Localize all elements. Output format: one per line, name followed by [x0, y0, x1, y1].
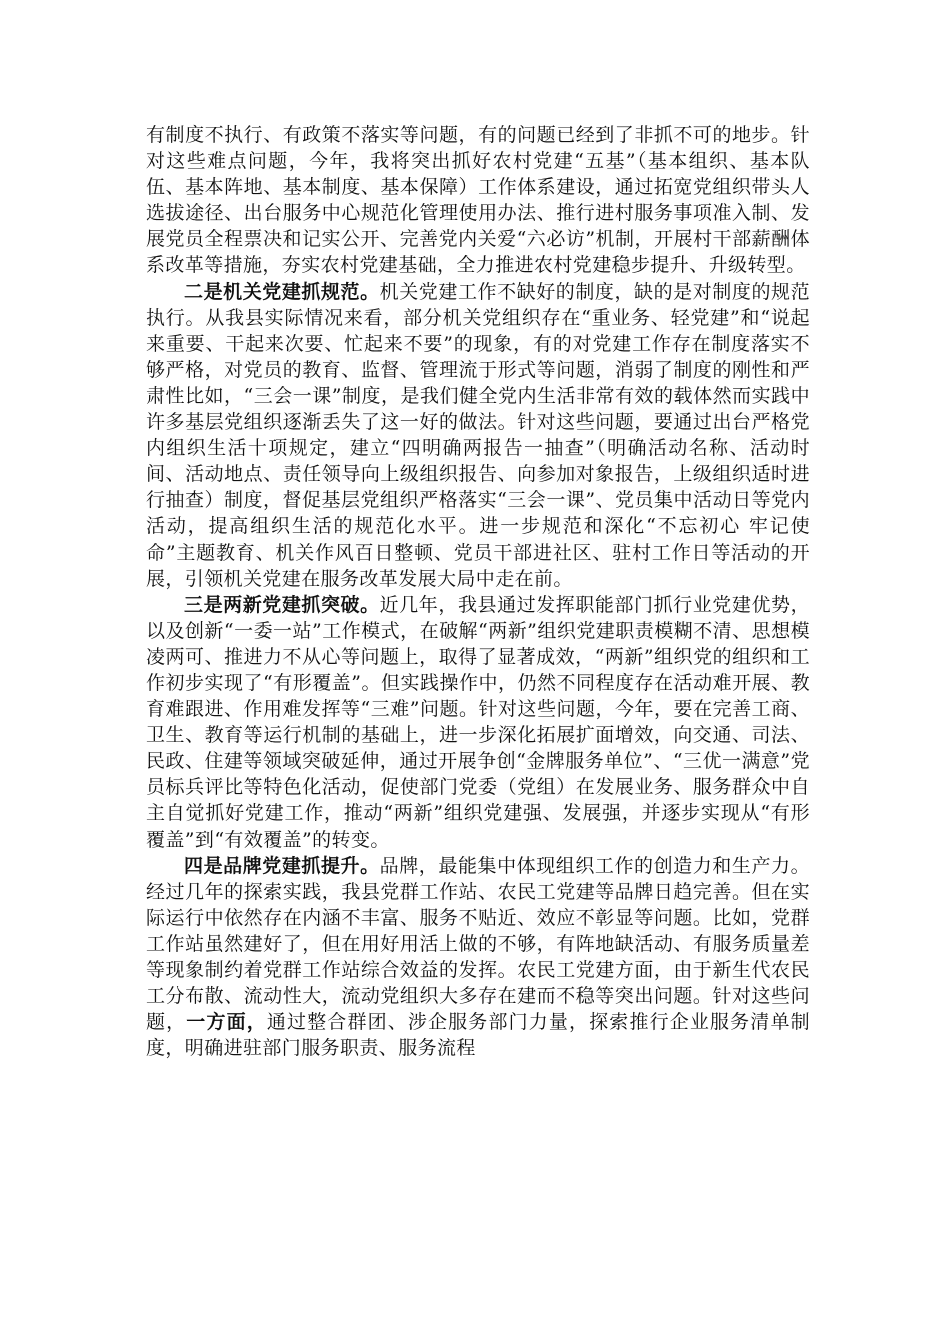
- paragraph-text-continued: 通过整合群团、涉企服务部门力量，探索推行企业服务清单制度，明确进驻部门服务职责、服务流程: [146, 1011, 810, 1060]
- paragraph-heading: 四是品牌党建抓提升。: [184, 854, 380, 877]
- paragraph-text: 近几年，我县通过发挥职能部门抓行业党建优势，以及创新“一委一站”工作模式，在破解“两新”组织党建职责模糊不清、思想模凌两可、推进力不从心等问题上，取得了显著成效，“两新”组织党的组织和工作初步实现了“有形覆盖”。但实践操作中，仍然不同程度存在活动难开展、教育难跟进、作用难发挥等“三难”问题。针对这些问题，今年，要在完善工商、卫生、教育等运行机制的基础上，进一步深化拓展扩面增效，向交通、司法、民政、住建等领域突破延伸，通过开展争创“金牌服务单位”、“三优一满意”党员标兵评比等特色化活动，促使部门党委（党组）在发展业务、服务群众中自主自觉抓好党建工作，推动“两新”组织党建强、发展强，并逐步实现从“有形覆盖”到“有效覆盖”的转变。: [146, 593, 810, 851]
- document-body: [146, 122, 810, 1061]
- paragraph-text: 有制度不执行、有政策不落实等问题，有的问题已经到了非抓不可的地步。针对这些难点问题，今年，我将突出抓好农村党建“五基”（基本组织、基本队伍、基本阵地、基本制度、基本保障）工作体系建设，通过拓宽党组织带头人选拔途径、出台服务中心规范化管理使用办法、推行进村服务事项准入制、发展党员全程票决和记实公开、完善党内关爱“六必访”机制，开展村干部薪酬体系改革等措施，夯实农村党建基础，全力推进农村党建稳步提升、升级转型。: [146, 124, 810, 277]
- paragraph-organ-party-building: [146, 279, 810, 592]
- paragraph-emphasis: 一方面，: [186, 1011, 267, 1034]
- paragraph-heading: 二是机关党建抓规范。: [184, 280, 380, 303]
- paragraph-two-new-party-building: [146, 592, 810, 853]
- paragraph-brand-party-building: [146, 853, 810, 1062]
- paragraph-text: 机关党建工作不缺好的制度，缺的是对制度的规范执行。从我县实际情况来看，部分机关党组织存在“重业务、轻党建”和“说起来重要、干起来次要、忙起来不要”的现象，有的对党建工作存在制度落实不够严格，对党员的教育、监督、管理流于形式等问题，消弱了制度的刚性和严肃性比如，“三会一课”制度，是我们健全党内生活非常有效的载体然而实践中许多基层党组织逐渐丢失了这一好的做法。针对这些问题，要通过出台严格党内组织生活十项规定，建立“四明确两报告一抽查”（明确活动名称、活动时间、活动地点、责任领导向上级组织报告、向参加对象报告，上级组织适时进行抽查）制度，督促基层党组织严格落实“三会一课”、党员集中活动日等党内活动，提高组织生活的规范化水平。进一步规范和深化“不忘初心 牢记使命”主题教育、机关作风百日整顿、党员干部进社区、驻村工作日等活动的开展，引领机关党建在服务改革发展大局中走在前。: [146, 280, 810, 590]
- paragraph-rural-continuation: [146, 122, 810, 279]
- paragraph-text: 品牌，最能集中体现组织工作的创造力和生产力。经过几年的探索实践，我县党群工作站、农民工党建等品牌日趋完善。但在实际运行中依然存在内涵不丰富、服务不贴近、效应不彰显等问题。比如，党群工作站虽然建好了，但在用好用活上做的不够，有阵地缺活动、有服务质量差等现象制约着党群工作站综合效益的发挥。农民工党建方面，由于新生代农民工分布散、流动性大，流动党组织大多存在建而不稳等突出问题。针对这些问题，: [146, 854, 810, 1034]
- paragraph-heading: 三是两新党建抓突破。: [184, 593, 380, 616]
